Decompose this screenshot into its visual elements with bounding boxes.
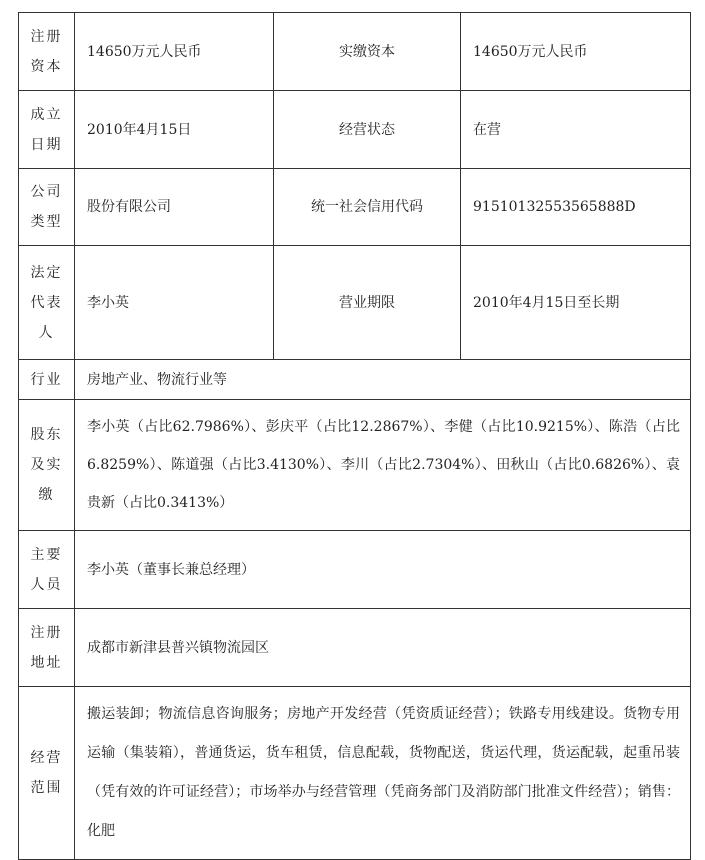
label-key-personnel: 主要 人员 bbox=[19, 531, 75, 609]
label-industry: 行业 bbox=[19, 360, 75, 400]
value-registered-capital: 14650万元人民币 bbox=[75, 13, 274, 91]
value-industry: 房地产业、物流行业等 bbox=[75, 360, 691, 400]
label-operating-status: 经营状态 bbox=[274, 91, 461, 169]
label-registered-address: 注册 地址 bbox=[19, 609, 75, 687]
value-business-scope: 搬运装卸；物流信息咨询服务；房地产开发经营（凭资质证经营）；铁路专用线建设。货物专用运输（集装箱），普通货运，货车租赁，信息配载，货物配送，货运代理，货运配载，起重吊装（凭有效的许可证经营）；市场举办与经营管理（凭商务部门及消防部门批准文件经营）；销售：化肥 bbox=[75, 687, 691, 860]
label-shareholders: 股东 及实 缴 bbox=[19, 400, 75, 531]
label-founded-date: 成立 日期 bbox=[19, 91, 75, 169]
value-key-personnel: 李小英（董事长兼总经理） bbox=[75, 531, 691, 609]
label-legal-representative: 法定 代表 人 bbox=[19, 246, 75, 360]
row-shareholders bbox=[19, 400, 691, 531]
value-operating-status: 在营 bbox=[461, 91, 691, 169]
label-company-type: 公司 类型 bbox=[19, 169, 75, 246]
value-business-term: 2010年4月15日至长期 bbox=[461, 246, 691, 360]
row-registered-capital bbox=[19, 13, 691, 91]
value-credit-code: 91510132553565888D bbox=[461, 169, 691, 246]
row-legal-representative bbox=[19, 246, 691, 360]
value-company-type: 股份有限公司 bbox=[75, 169, 274, 246]
label-paid-capital: 实缴资本 bbox=[274, 13, 461, 91]
value-shareholders: 李小英（占比62.7986%）、彭庆平（占比12.2867%）、李健（占比10.9215%）、陈浩（占比6.8259%）、陈道强（占比3.4130%）、李川（占比2.7304%）、田秋山（占比0.6826%）、袁贵新（占比0.3413%） bbox=[75, 400, 691, 531]
label-business-scope: 经营 范围 bbox=[19, 687, 75, 860]
row-founded bbox=[19, 91, 691, 169]
value-founded-date: 2010年4月15日 bbox=[75, 91, 274, 169]
row-registered-address bbox=[19, 609, 691, 687]
label-registered-capital: 注册 资本 bbox=[19, 13, 75, 91]
company-info-table bbox=[18, 12, 691, 860]
row-key-personnel bbox=[19, 531, 691, 609]
label-credit-code: 统一社会信用代码 bbox=[274, 169, 461, 246]
row-business-scope bbox=[19, 687, 691, 860]
row-company-type bbox=[19, 169, 691, 246]
value-paid-capital: 14650万元人民币 bbox=[461, 13, 691, 91]
value-registered-address: 成都市新津县普兴镇物流园区 bbox=[75, 609, 691, 687]
label-business-term: 营业期限 bbox=[274, 246, 461, 360]
row-industry bbox=[19, 360, 691, 400]
value-legal-representative: 李小英 bbox=[75, 246, 274, 360]
